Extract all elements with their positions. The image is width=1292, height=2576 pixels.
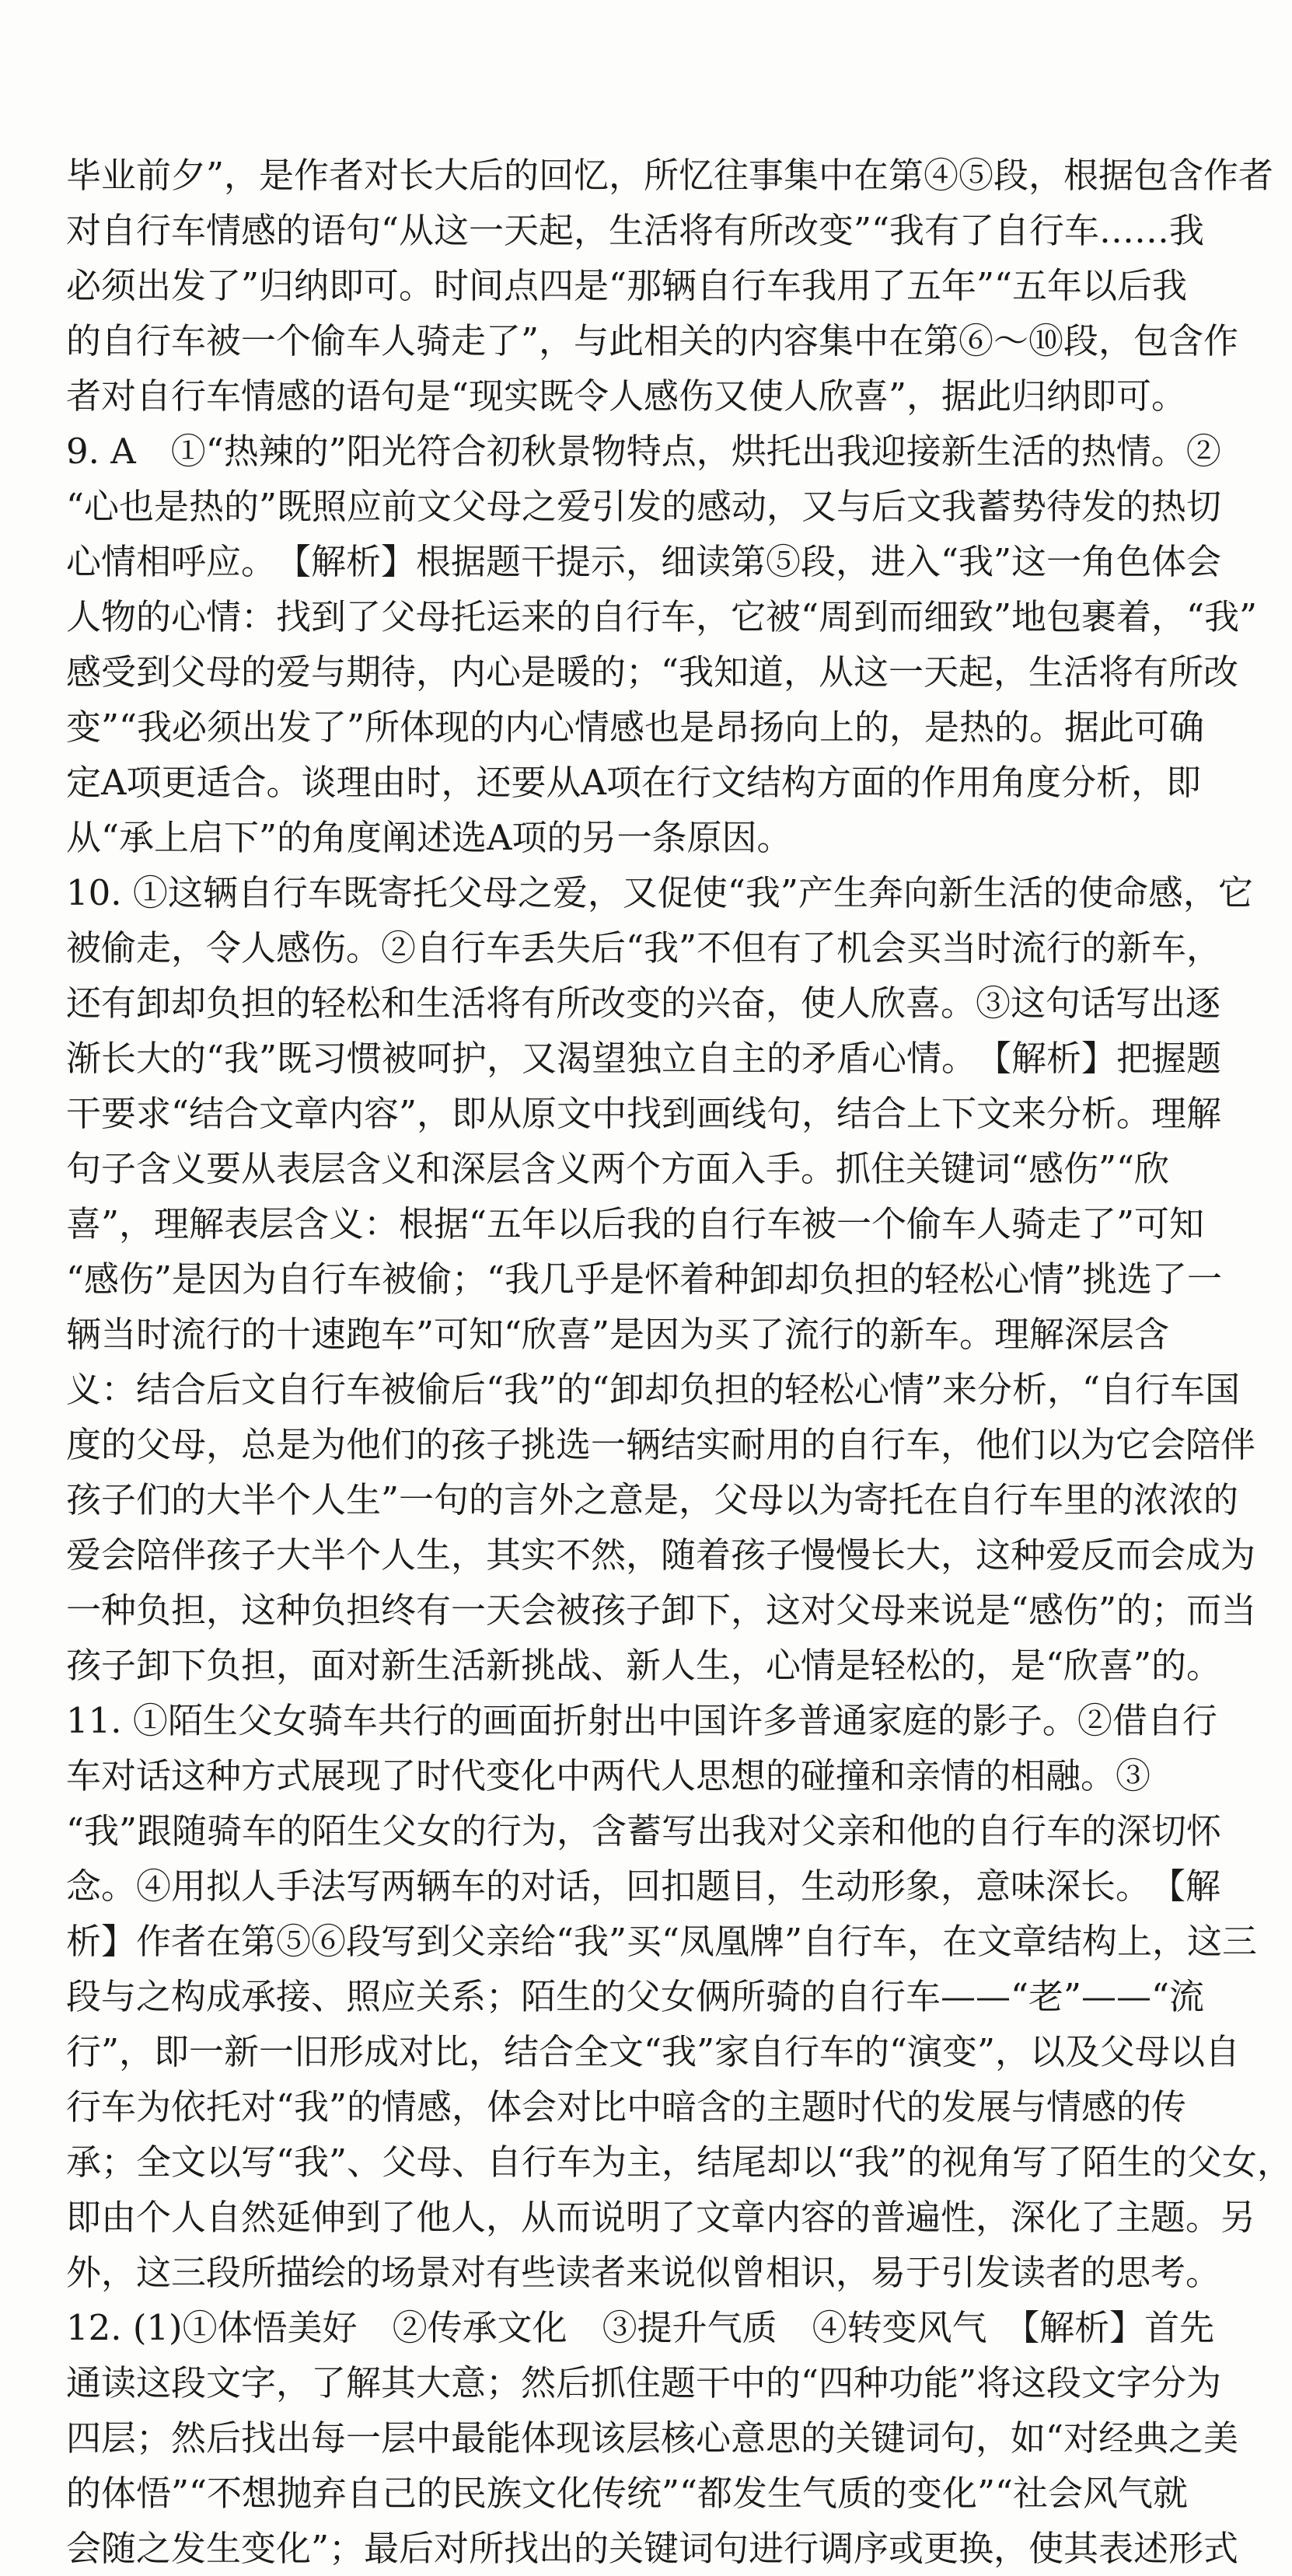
text-line-3: 必须出发了”归纳即可。时间点四是“那辆自行车我用了五年”“五年以后我	[66, 265, 1188, 306]
question-9-line-4: 人物的心情：找到了父母托运来的自行车，它被“周到而细致”地包裹着，“我”	[66, 596, 1258, 637]
question-9-line-8: 从“承上启下”的角度阐述选A项的另一条原因。	[66, 817, 792, 858]
question-9-line-7: 定A项更适合。谈理由时，还要从A项在行文结构方面的作用角度分析，即	[66, 762, 1201, 803]
question-10-line-11: 度的父母，总是为他们的孩子挑选一辆结实耐用的自行车，他们以为它会陪伴	[66, 1424, 1256, 1465]
question-10-line-2: 被偷走，令人感伤。②自行车丢失后“我”不但有了机会买当时流行的新车，	[66, 927, 1222, 969]
question-10-line-14: 一种负担，这种负担终有一天会被孩子卸下，这对父母来说是“感伤”的；而当	[66, 1590, 1257, 1631]
question-10-line-4: 渐长大的“我”既习惯被呵护，又渴望独立自主的矛盾心情。 【解析】把握题	[66, 1038, 1222, 1079]
question-10-line-6: 句子含义要从表层含义和深层含义两个方面入手。抓住关键词“感伤”“欣	[66, 1148, 1170, 1189]
question-11-line-8: 行车为依托对“我”的情感，体会对比中暗含的主题时代的发展与情感的传	[66, 2086, 1187, 2127]
question-9-line-6: 变”“我必须出发了”所体现的内心情感也是昂扬向上的，是热的。据此可确	[66, 707, 1205, 748]
question-10-line-13: 爱会陪伴孩子大半个人生，其实不然，随着孩子慢慢长大，这种爱反而会成为	[66, 1534, 1256, 1576]
question-12-line-1: 12. (1)①体悟美好 ②传承文化 ③提升气质 ④转变风气 【解析】首先	[66, 2307, 1215, 2348]
question-9-line-1: 9. A ①“热辣的”阳光符合初秋景物特点，烘托出我迎接新生活的热情。②	[66, 431, 1221, 472]
text-line-2: 对自行车情感的语句“从这一天起，生活将有所改变”“我有了自行车……我	[66, 210, 1205, 251]
question-9-line-3: 心情相呼应。 【解析】根据题干提示，细读第⑤段，进入“我”这一角色体会	[66, 541, 1222, 582]
question-10-line-10: 义：结合后文自行车被偷后“我”的“卸却负担的轻松心情”来分析，“自行车国	[66, 1369, 1241, 1410]
question-10-line-12: 孩子们的大半个人生”一句的言外之意是，父母以为寄托在自行车里的浓浓的	[66, 1479, 1239, 1520]
question-10-line-5: 干要求“结合文章内容”，即从原文中找到画线句，结合上下文来分析。理解	[66, 1093, 1222, 1134]
question-11-line-10: 即由个人自然延伸到了他人，从而说明了文章内容的普遍性，深化了主题。另	[66, 2197, 1256, 2238]
question-11-line-7: 行”，即一新一旧形成对比，结合全文“我”家自行车的“演变”，以及父母以自	[66, 2031, 1241, 2072]
question-12-line-5: 会随之发生变化”；最后对所找出的关键词句进行调序或更换，使其表述形式	[66, 2528, 1239, 2569]
question-11-line-11: 外，这三段所描绘的场景对有些读者来说似曾相识，易于引发读者的思考。	[66, 2252, 1221, 2293]
question-9-line-2: “心也是热的”既照应前文父母之爱引发的感动，又与后文我蓄势待发的热切	[66, 486, 1222, 527]
question-11-line-4: 念。④用拟人手法写两辆车的对话，回扣题目，生动形象，意味深长。 【解	[66, 1866, 1221, 1907]
question-11-line-1: 11. ①陌生父女骑车共行的画面折射出中国许多普通家庭的影子。②借自行	[66, 1700, 1217, 1741]
question-12-line-2: 通读这段文字，了解其大意；然后抓住题干中的“四种功能”将这段文字分为	[66, 2362, 1222, 2403]
question-12-line-3: 四层；然后找出每一层中最能体现该层核心意思的关键词句，如“对经典之美	[66, 2417, 1239, 2459]
question-10-line-7: 喜”，理解表层含义：根据“五年以后我的自行车被一个偷车人骑走了”可知	[66, 1203, 1205, 1244]
question-11-line-3: “我”跟随骑车的陌生父女的行为，含蓄写出我对父亲和他的自行车的深切怀	[66, 1810, 1222, 1852]
question-10-line-15: 孩子卸下负担，面对新生活新挑战、新人生，心情是轻松的，是“欣喜”的。	[66, 1645, 1222, 1686]
text-line-1: 毕业前夕”，是作者对长大后的回忆，所忆往事集中在第④⑤段，根据包含作者	[66, 155, 1274, 196]
question-10-line-3: 还有卸却负担的轻松和生活将有所改变的兴奋，使人欣喜。③这句话写出逐	[66, 983, 1221, 1024]
question-11-line-2: 车对话这种方式展现了时代变化中两代人思想的碰撞和亲情的相融。③	[66, 1755, 1151, 1796]
question-10-line-8: “感伤”是因为自行车被偷；“我几乎是怀着种卸却负担的轻松心情”挑选了一	[66, 1258, 1223, 1300]
question-11-line-9: 承；全文以写“我”、父母、自行车为主，结尾却以“我”的视角写了陌生的父女，	[66, 2141, 1292, 2183]
text-line-5: 者对自行车情感的语句是“现实既令人感伤又使人欣喜”，据此归纳即可。	[66, 375, 1187, 417]
text-line-4: 的自行车被一个偷车人骑走了”，与此相关的内容集中在第⑥～⑩段，包含作	[66, 320, 1239, 361]
question-9-line-5: 感受到父母的爱与期待，内心是暖的；“我知道，从这一天起，生活将有所改	[66, 651, 1239, 693]
question-11-line-5: 析】作者在第⑤⑥段写到父亲给“我”买“凤凰牌”自行车，在文章结构上，这三	[66, 1921, 1258, 1962]
question-11-line-6: 段与之构成承接、照应关系；陌生的父女俩所骑的自行车——“老”——“流	[66, 1976, 1205, 2017]
question-10-line-1: 10. ①这辆自行车既寄托父母之爱，又促使“我”产生奔向新生活的使命感，它	[66, 872, 1253, 913]
question-10-line-9: 辆当时流行的十速跑车”可知“欣喜”是因为买了流行的新车。理解深层含	[66, 1314, 1170, 1355]
question-12-line-4: 的体悟”“不想抛弃自己的民族文化传统”“都发生气质的变化”“社会风气就	[66, 2473, 1189, 2514]
answer-explanation-page	[66, 148, 1292, 2576]
